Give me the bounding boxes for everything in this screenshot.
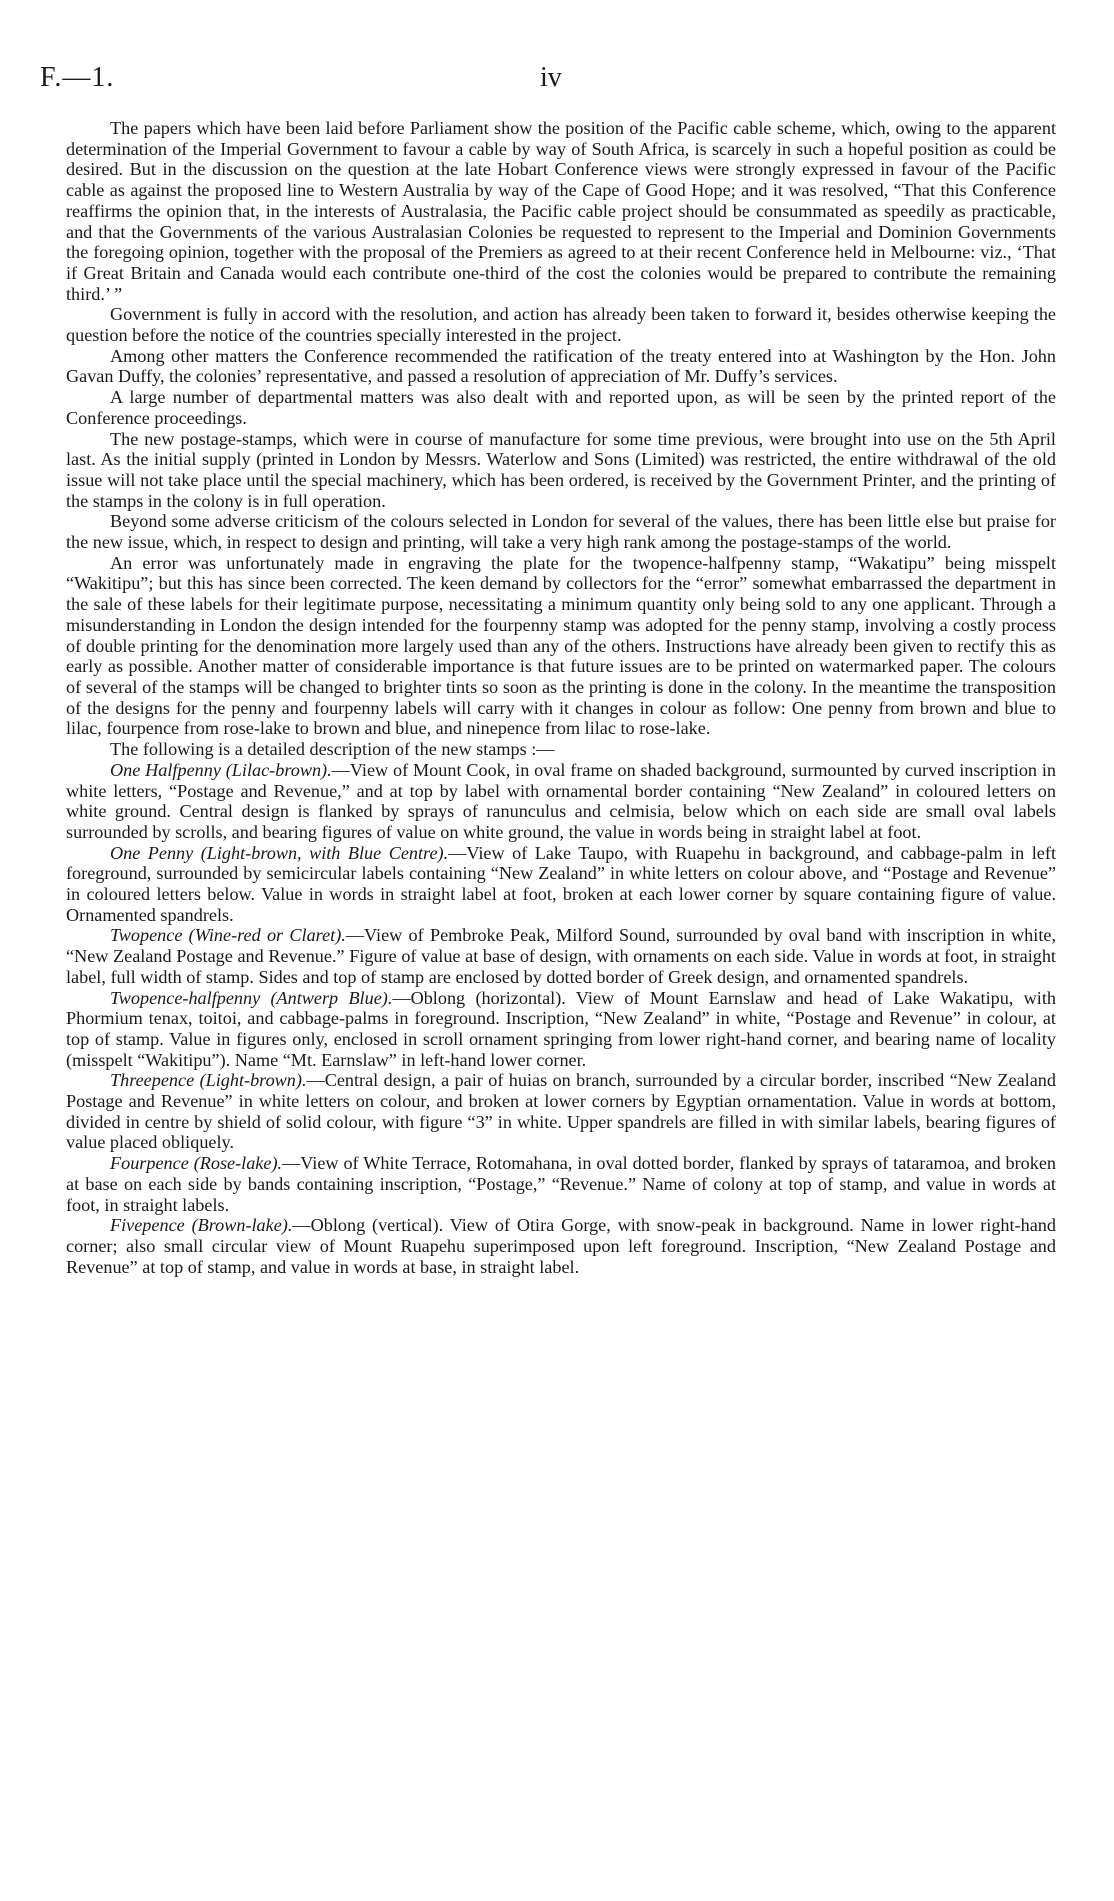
paragraph-text: The new postage-stamps, which were in course of manufacture for some time previous, were brought into use on the 5th April last. As the initial supply (printed in London by Messrs. Waterlow and Sons (Limited) was restricted, the entire withdrawal of the old issue will not take place until the special machinery, which has been ordered, is received by the Government Printer, and the printing of the stamps in the colony is in full operation. (66, 428, 1056, 511)
paragraph (66, 346, 1056, 387)
paragraph (66, 429, 1056, 512)
stamp-heading: Fivepence (Brown-lake). (110, 1215, 293, 1236)
page-number: iv (540, 62, 562, 93)
stamp-description (66, 760, 1056, 843)
stamp-text: —View of White Terrace, Rotomahana, in oval dotted border, flanked by sprays of tataramoa, and broken at base on each side by bands containing inscription, “Postage,” “Revenue.” Name of colony at top of stamp, and value in words at foot, in straight labels. (66, 1153, 1056, 1215)
paragraph-text: The papers which have been laid before Parliament show the position of the Pacific cable scheme, which, owing to the apparent determination of the Imperial Government to favour a cable by way of South Africa, is scarcely in such a hopeful position as could be desired. But in the discussion on the question at the late Hobart Conference views were strongly expressed in favour of the Pacific cable as against the proposed line to Western Australia by way of the Cape of Good Hope; and it was resolved, “That this Conference reaffirms the opinion that, in the interests of Australasia, the Pacific cable project should be consummated as speedily as practicable, and that the Governments of the various Australasian Colonies be requested to represent to the Imperial and Dominion Governments the foregoing opinion, together with the proposal of the Premiers as agreed to at their recent Conference held in Melbourne: viz., ‘That if Great Britain and Canada would each contribute one-third of the cost the colonies would be prepared to contribute the remaining third.’ ” (66, 118, 1056, 304)
stamp-heading: One Penny (Light-brown, with Blue Centre). (110, 842, 449, 863)
stamp-description (66, 988, 1056, 1071)
paragraph (66, 304, 1056, 345)
paragraph (66, 553, 1056, 739)
paragraph-text: A large number of departmental matters was also dealt with and reported upon, as will be seen by the printed report of the Conference proceedings. (66, 387, 1056, 428)
paragraph (66, 387, 1056, 428)
paragraph (66, 511, 1056, 552)
paragraph-text: The following is a detailed description of the new stamps :— (110, 739, 555, 760)
stamp-description (66, 1153, 1056, 1215)
stamp-text: —Oblong (vertical). View of Otira Gorge, with snow-peak in background. Name in lower right-hand corner; also small circular view of Mount Ruapehu superimposed upon left foreground. Inscription, “New Zealand Postage and Revenue” at top of stamp, and value in words at base, in straight label. (66, 1215, 1056, 1277)
document-code: F.—1. (40, 62, 115, 93)
stamp-description (66, 925, 1056, 987)
paragraph-text: An error was unfortunately made in engraving the plate for the twopence-halfpenny stamp, “Wakatipu” being misspelt “Wakitipu”; but this has since been corrected. The keen demand by collectors for the “error” somewhat embarrassed the department in the sale of these labels for their legitimate purpose, necessitating a minimum quantity only being sold to any one applicant. Through a misunderstanding in London the design intended for the fourpenny stamp was adopted for the penny stamp, involving a costly process of double printing for the denomination more largely used than any of the others. Instructions have already been given to rectify this as early as possible. Another matter of considerable importance is that future issues are to be printed on watermarked paper. The colours of several of the stamps will be changed to brighter tints so soon as the printing is done in the colony. In the meantime the transposition of the designs for the penny and fourpenny labels will carry with it changes in colour as follow: One penny from brown and blue to lilac, fourpence from rose-lake to brown and blue, and ninepence from lilac to rose-lake. (66, 552, 1056, 739)
paragraph-text: Among other matters the Conference recommended the ratification of the treaty entered into at Washington by the Hon. John Gavan Duffy, the colonies’ representative, and passed a resolution of appreciation of Mr. Duffy’s services. (66, 345, 1056, 387)
paragraph (66, 118, 1056, 304)
stamp-text: —View of Lake Taupo, with Ruapehu in background, and cabbage-palm in left foreground, surrounded by semicircular labels containing “New Zealand” in white letters on colour above, and “Postage and Revenue” in coloured letters below. Value in words in straight label at foot, broken at each lower corner by square containing figure of value. Ornamented spandrels. (66, 842, 1056, 925)
stamp-description (66, 1215, 1056, 1277)
body-text (66, 118, 1056, 1277)
paragraph-text: Government is fully in accord with the resolution, and action has already been taken to forward it, besides otherwise keeping the question before the notice of the countries specially interested in the project. (66, 304, 1056, 346)
stamp-description (66, 843, 1056, 926)
stamp-heading: Threepence (Light-brown). (110, 1070, 307, 1091)
stamp-heading: Twopence-halfpenny (Antwerp Blue). (110, 987, 393, 1008)
paragraph (66, 739, 1056, 760)
stamp-heading: Fourpence (Rose-lake). (110, 1153, 283, 1174)
stamp-text: —View of Pembroke Peak, Milford Sound, surrounded by oval band with inscription in white, “New Zealand Postage and Revenue.” Figure of value at base of design, with ornaments on each side. Value in words at foot, in straight label, full width of stamp. Sides and top of stamp are enclosed by dotted border of Greek design, and ornamented spandrels. (66, 925, 1056, 987)
stamp-description (66, 1070, 1056, 1153)
stamp-heading: Twopence (Wine-red or Claret). (110, 925, 346, 946)
stamp-text: —Oblong (horizontal). View of Mount Earnslaw and head of Lake Wakatipu, with Phormium tenax, toitoi, and cabbage-palms in foreground. Inscription, “New Zealand” in white, “Postage and Revenue” in colour, at top of stamp. Value in figures only, enclosed in scroll ornament springing from lower right-hand corner, and bearing name of locality (misspelt “Wakitipu”). Name “Mt. Earnslaw” in left-hand lower corner. (66, 987, 1056, 1070)
stamp-heading: One Halfpenny (Lilac-brown). (110, 759, 332, 780)
page-header (40, 62, 1080, 102)
paragraph-text: Beyond some adverse criticism of the colours selected in London for several of the values, there has been little else but praise for the new issue, which, in respect to design and printing, will take a very high rank among the postage-stamps of the world. (66, 511, 1056, 553)
stamp-text: —View of Mount Cook, in oval frame on shaded background, surmounted by curved inscription in white letters, “Postage and Revenue,” and at top by label with ornamental border containing “New Zealand” in coloured letters on white ground. Central design is flanked by sprays of ranunculus and celmisia, below which on each side are small oval labels surrounded by scrolls, and bearing figures of value on white ground, the value in words being in straight label at foot. (66, 759, 1056, 842)
stamp-text: —Central design, a pair of huias on branch, surrounded by a circular border, inscribed “New Zealand Postage and Revenue” in white letters on colour, and broken at lower corners by Egyptian ornamentation. Value in words at bottom, divided in centre by shield of solid colour, with figure “3” in white. Upper spandrels are filled in with similar labels, bearing figures of value placed obliquely. (66, 1070, 1056, 1153)
